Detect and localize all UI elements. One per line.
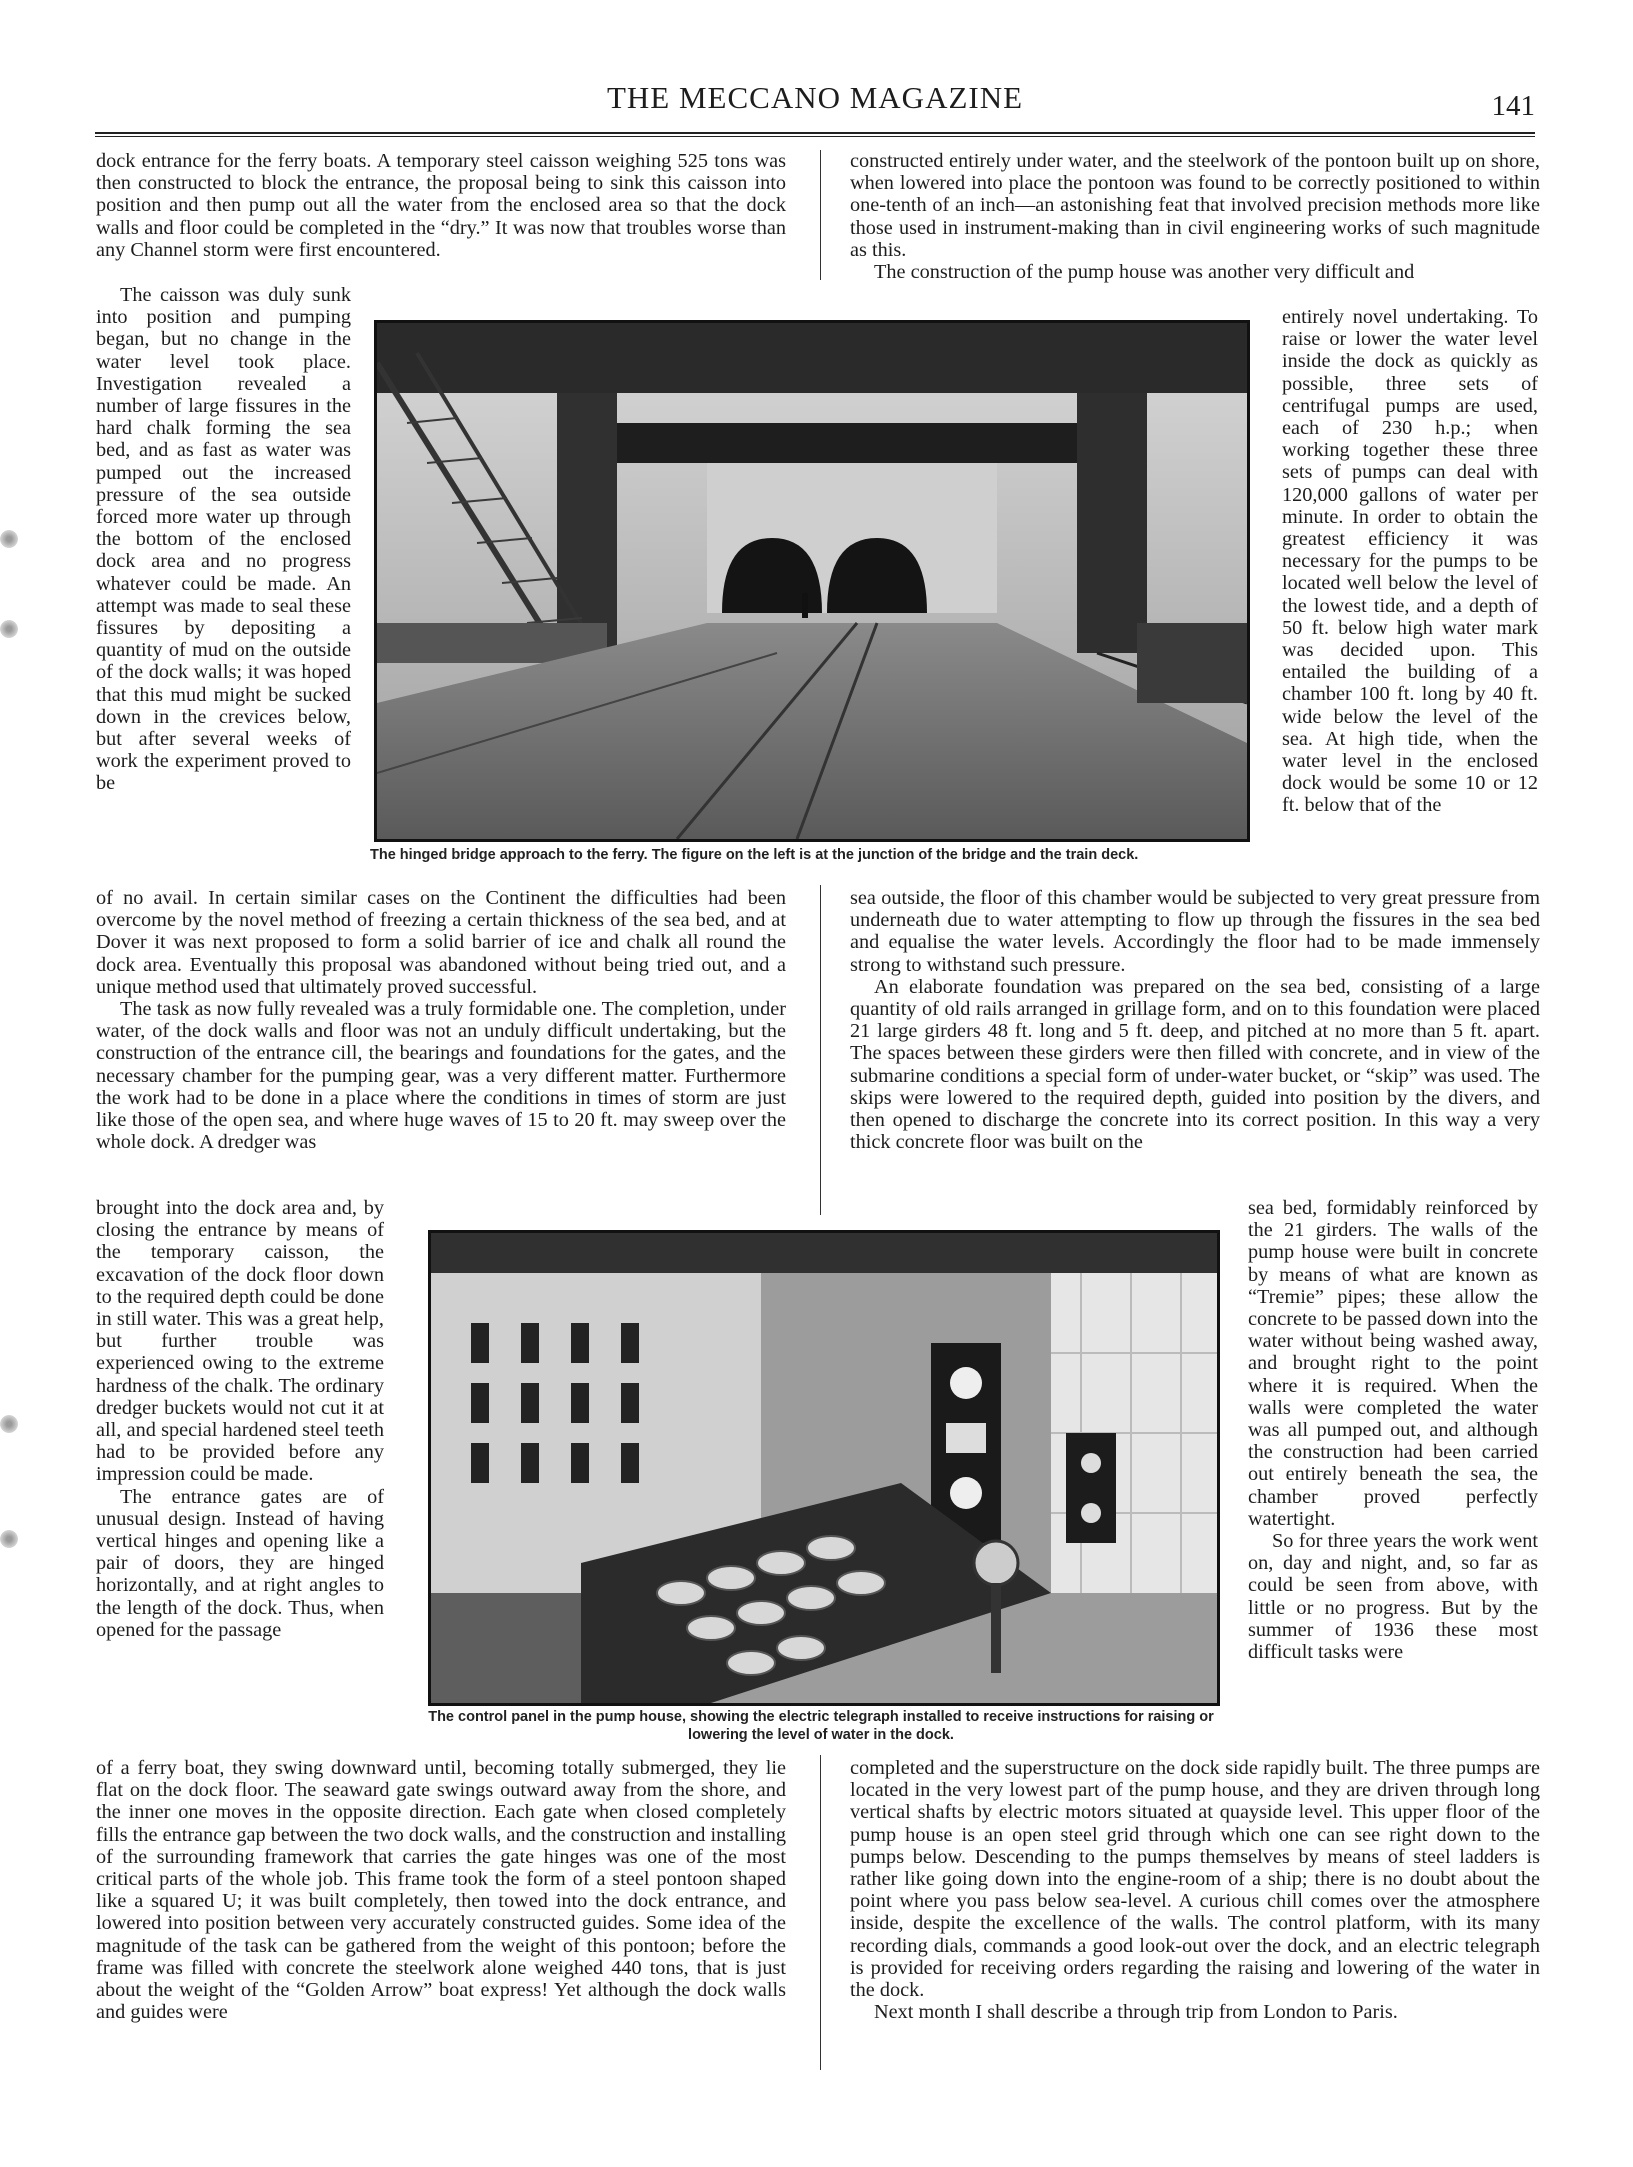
column-divider-bottom [820,1755,821,2070]
paragraph: The task as now fully revealed was a truly formidable one. The completion, under water, of the dock walls and floor was not an unduly difficult undertaking, but the construction of the entrance cill, the bearings and foundations for the gates, and the necessary chamber for the pumping gear, was a very different matter. Furthermore the work had to be done in a place where the conditions in times of storm are just like those of the open sea, and where huge waves of 15 to 20 ft. may sweep over the whole dock. A dredger was [96,998,786,1154]
header-rule [95,132,1535,134]
paragraph: sea outside, the floor of this chamber would be subjected to very great pressure from underneath due to water attempting to flow up through the fissures in the sea bed and equalise the water levels. Accordingly the floor had to be made immensely strong to withstand such pressure. [850,887,1540,976]
left-column-mid [96,887,786,1153]
paragraph: The entrance gates are of unusual design. Instead of having vertical hinges and opening like a pair of doors, they are hinged horizontally, and at right angles to the length of the dock. Thus, when opened for the passage [96,1485,384,1641]
photo-hinged-bridge [374,320,1250,842]
left-column-bottom [96,1757,786,2023]
paragraph: brought into the dock area and, by closing the entrance by means of the temporary caisson, the excavation of the dock floor down to the required depth could be done in still water. This was a great help, but further trouble was experienced owing to the extreme hardness of the chalk. The ordinary dredger buckets would not cut it at all, and special hardened steel teeth had to be provided before any impression could be made. [96,1197,384,1486]
caption-photo-2: The control panel in the pump house, showing the electric telegraph installed to receive instructions for raising or lowering the level of water in the dock. [428,1709,1214,1743]
paragraph: Next month I shall describe a through trip from London to Paris. [874,2001,1398,2024]
punch-hole [0,1415,18,1433]
paragraph: So for three years the work went on, day and night, and, so far as could be seen from above, with little or no progress. But by the summer of 1936 these most difficult tasks were [1248,1530,1538,1664]
left-column-top [96,150,786,261]
paragraph: dock entrance for the ferry boats. A temporary steel caisson weighing 525 tons was then constructed to block the entrance, the proposal being to sink this caisson into position and then pump out all the water from the enclosed area so that the dock walls and floor could be completed in the “dry.” It was now that troubles worse than any Channel storm were first encountered. [96,150,786,261]
right-narrow-column-2 [1248,1197,1538,1663]
photo-control-panel [428,1230,1220,1706]
caption-photo-1: The hinged bridge approach to the ferry. The figure on the left is at the junction of the bridge and the train deck. [370,847,1139,863]
right-narrow-column-1 [1282,306,1538,817]
paragraph: constructed entirely under water, and the steelwork of the pontoon built up on shore, when lowered into place the pontoon was found to be correctly positioned to within one-tenth of an inch—an astonishing feat that involved precision methods more like those used in instrument-making than in civil engineering works of such magnitude as this. [850,150,1540,261]
punch-hole [0,530,18,548]
bridge-photo-illustration [377,323,1247,839]
page-number: 141 [1491,90,1535,122]
column-divider-top [820,150,821,280]
punch-hole [0,1530,18,1548]
magazine-title: THE MECCANO MAGAZINE [606,80,1024,115]
paragraph: entirely novel undertaking. To raise or lower the water level inside the dock as quickly as possible, three sets of centrifugal pumps are used, each of 230 h.p.; when working together these three sets of pumps can deal with 120,000 gallons of water per minute. In order to obtain the greatest efficiency it was necessary for the pumps to be located well below the level of the lowest tide, and a depth of 50 ft. below high water mark was decided upon. This entailed the building of a chamber 100 ft. long by 40 ft. wide below the level of the sea. At high tide, when the water level in the enclosed dock would be some 10 or 12 ft. below that of the [1282,306,1538,817]
paragraph: The construction of the pump house was another very difficult and [874,261,1415,284]
page-header [95,80,1535,130]
paragraph: An elaborate foundation was prepared on the sea bed, consisting of a large quantity of old rails arranged in grillage form, and on to this foundation were placed 21 large girders 48 ft. long and 5 ft. deep, and pitched at no more than 5 ft. apart. The spaces between these girders were then filled with concrete, and in view of the submarine conditions a special form of under-water bucket, or “skip” was used. The skips were lowered to the required depth, guided into position by the divers, and then opened to discharge the concrete into its correct position. In this way a very thick concrete floor was built on the [850,975,1540,1154]
left-narrow-column-2 [96,1197,384,1641]
paragraph: sea bed, formidably reinforced by the 21 girders. The walls of the pump house were built in concrete by means of what are known as “Tremie” pipes; these allow the concrete to be passed down into the water without being washed away, and brought right to the point where it is required. When the walls were completed the water was all pumped out, and although the construction had been carried out entirely beneath the sea, the chamber proved perfectly watertight. [1248,1197,1538,1530]
paragraph: of a ferry boat, they swing downward until, becoming totally submerged, they lie flat on the dock floor. The seaward gate swings outward away from the shore, and the inner one moves in the opposite direction. Each gate when closed completely fills the entrance gap between the two dock walls, and the construction and installing of the surrounding framework that carries the gate hinges was one of the most critical parts of the whole job. This frame took the form of a steel pontoon shaped like a squared U; it was built completely, then towed into the dock entrance, and lowered into position between very accurately constructed guides. Some idea of the magnitude of the task can be gathered from the weight of this pontoon; before the frame was filled with concrete the steelwork alone weighed 440 tons, that is just about the weight of the “Golden Arrow” boat express! Yet although the dock walls and guides were [96,1757,786,2024]
left-narrow-column-1 [96,284,351,795]
punch-hole [0,620,18,638]
column-divider-mid [820,885,821,1215]
control-panel-illustration [431,1233,1217,1703]
right-column-top [850,150,1540,283]
header-rule-thin [95,136,1535,137]
paragraph: The caisson was duly sunk into position and pumping began, but no change in the water level took place. Investigation revealed a number of large fissures in the hard chalk forming the sea bed, and as fast as water was pumped out the increased pressure of the sea outside forced more water up through the bottom of the enclosed dock area and no progress whatever could be made. An attempt was made to seal these fissures by depositing a quantity of mud on the outside of the dock walls; it was hoped that this mud might be sucked down in the crevices below, but after several weeks of work the experiment proved to be [96,284,351,795]
right-column-bottom [850,1757,1540,2023]
paragraph: of no avail. In certain similar cases on the Continent the difficulties had been overcome by the novel method of freezing a certain thickness of the sea bed, and at Dover it was next proposed to form a solid barrier of ice and chalk all round the dock area. Eventually this proposal was abandoned without being tried out, and a unique method used that ultimately proved successful. [96,887,786,998]
paragraph: completed and the superstructure on the dock side rapidly built. The three pumps are located in the very lowest part of the pump house, and they are driven through long vertical shafts by electric motors situated at quayside level. This upper floor of the pump house is an open steel grid through which one can see right down to the pumps below. Descending to the pumps themselves by means of steel ladders is rather like going down into the engine-room of a ship; there is no doubt about the point where you pass below sea-level. A curious chill comes over the atmosphere inside, despite the excellence of the walls. The control platform, with its many recording dials, commands a good look-out over the dock, and an electric telegraph is provided for receiving orders regarding the raising and lowering of the water in the dock. [850,1757,1540,2002]
right-column-mid [850,887,1540,1153]
